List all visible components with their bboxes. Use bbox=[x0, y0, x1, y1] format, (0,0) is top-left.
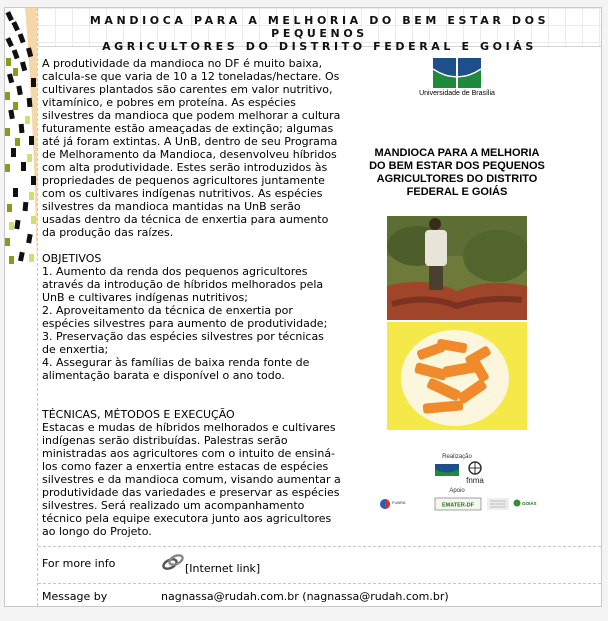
title-line-1: MANDIOCA PARA A MELHORIA DO BEM ESTAR DOS PEQUENOS bbox=[89, 14, 550, 40]
svg-text:GOIÁS: GOIÁS bbox=[522, 501, 537, 506]
intro-paragraph: A produtividade da mandioca no DF é muito baixa, calcula-se que varia de 10 a 12 toneladas/hectare. Os cultivares plantados são carentes em valor nutritivo, vitamínico, e pobres em proteína. As espécies silvestres da mandioca que podem melhorar a cultura futuramente estão ameaçadas de extinção; algumas até já foram extintas. A UnB, dentro de seu Programa de Melhoramento da Mandioca, desenvolveu híbridos com alta produtividade. Estes serão introduzidos às propriedades de pequenos agricultores juntamente com os cultivares indígenas nutritivos. As espécies silvestres da mandioca mantidas na UnB serão usadas dentro da técnica de enxertia para aumento da produção das raízes. bbox=[42, 57, 341, 239]
internet-link-text[interactable]: [Internet link] bbox=[185, 562, 261, 575]
column-divider bbox=[37, 8, 38, 606]
svg-text:EMATER-DF: EMATER-DF bbox=[442, 502, 474, 509]
apoio-label: Apoio bbox=[449, 488, 465, 494]
message-body bbox=[42, 57, 362, 538]
more-info-label: For more info bbox=[42, 557, 116, 570]
unb-logo bbox=[433, 58, 481, 88]
fnma-text: fnma bbox=[466, 476, 484, 485]
message-by-row bbox=[38, 583, 601, 608]
gov-logo bbox=[487, 498, 509, 510]
goias-logo bbox=[514, 500, 537, 507]
svg-text:FUBRA: FUBRA bbox=[392, 500, 406, 505]
methods-heading: TÉCNICAS, MÉTODOS E EXECUÇÃO bbox=[42, 408, 235, 421]
cassava-pattern-icon bbox=[5, 8, 37, 270]
title-line-2: AGRICULTORES DO DISTRITO FEDERAL E GOIÁS bbox=[102, 40, 537, 53]
fnma-logo bbox=[469, 462, 481, 474]
message-by-email: nagnassa@rudah.com.br (nagnassa@rudah.com.br) bbox=[161, 590, 449, 603]
internet-link[interactable] bbox=[161, 553, 261, 575]
objective-item: 3. Preservação das espécies silvestres por técnicas de enxertia; bbox=[42, 330, 324, 356]
sponsor-logos bbox=[357, 460, 557, 514]
fubra-logo bbox=[380, 499, 406, 509]
cassava-photos bbox=[387, 216, 527, 430]
university-caption: Universidade de Brasília bbox=[419, 90, 495, 97]
methods-paragraph: Estacas e mudas de híbridos melhorados e cultivares indígenas serão distribuídas. Palestras serão ministradas aos agricultores com o intuito de ensiná- los como fazer a enxertia entre estacas de espécies silvestres e da mandioca comum, visando aumentar a produtividade das variedades e preservar as espécies silvestres. Será realizado um acompanhamento técnico pela equipe executora junto aos agricultores ao longo do Projeto. bbox=[42, 421, 341, 538]
emater-logo bbox=[435, 498, 481, 510]
objective-item: 1. Aumento da renda dos pequenos agricultores através da introdução de híbridos melhorados pela UnB e cultivares indígenas nutritivos; bbox=[42, 265, 324, 304]
message-by-label: Message by bbox=[42, 590, 108, 603]
objective-item: 2. Aproveitamento da técnica de enxertia por espécies silvestres para aumento de produtividade; bbox=[42, 304, 328, 330]
realizacao-label: Realização bbox=[442, 454, 472, 460]
message-card bbox=[4, 7, 602, 607]
farmer-and-cassava-photo bbox=[387, 216, 527, 430]
objectives-heading: OBJETIVOS bbox=[42, 252, 102, 265]
poster-title: MANDIOCA PARA A MELHORIA DO BEM ESTAR DOS PEQUENOS AGRICULTORES DO DISTRITO FEDERAL E GOIÁS bbox=[369, 147, 545, 198]
poster-image bbox=[357, 54, 557, 514]
objective-item: 4. Assegurar às famílias de baixa renda fonte de alimentação barata e disponível o ano todo. bbox=[42, 356, 310, 382]
more-info-row bbox=[38, 546, 601, 584]
unb-small-logo bbox=[435, 464, 459, 476]
chain-link-icon bbox=[161, 553, 185, 571]
decorative-sidebar bbox=[5, 8, 37, 270]
message-header bbox=[38, 8, 601, 53]
message-title bbox=[38, 8, 601, 53]
